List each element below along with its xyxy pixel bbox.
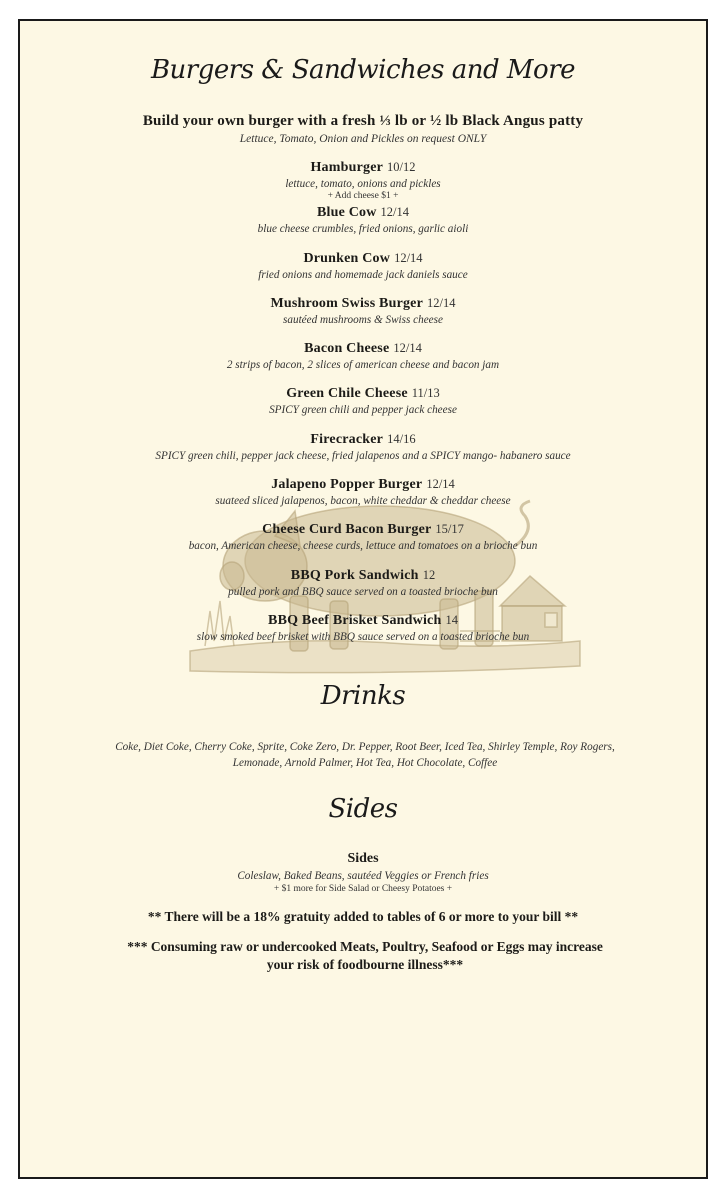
item-price: 10/12 — [387, 160, 416, 174]
menu-item-hamburger — [20, 158, 706, 203]
item-description: lettuce, tomato, onions and pickles — [285, 178, 441, 190]
menu-item-green-chile-cheese — [20, 384, 706, 429]
item-price: 12/14 — [393, 341, 422, 356]
sides-section-title: Sides — [328, 794, 398, 824]
sides-name: Sides — [347, 851, 379, 866]
item-addon: + Add cheese $1 + — [327, 191, 399, 201]
food-safety-notice: *** Consuming raw or undercooked Meats, Poultry, Seafood or Eggs may increase your risk of foodbourne illness*** — [127, 939, 603, 972]
item-description: SPICY green chili and pepper jack cheese — [269, 404, 457, 417]
burger-list — [20, 158, 706, 656]
menu-item-bbq-brisket — [20, 611, 706, 656]
menu-item-cheese-curd-bacon — [20, 520, 706, 565]
item-name: BBQ Beef Brisket Sandwich — [268, 612, 442, 628]
item-price: 12/14 — [427, 295, 456, 310]
menu-item-jalapeno-popper — [20, 475, 706, 520]
item-name: Cheese Curd Bacon Burger — [262, 522, 432, 538]
item-name: Jalapeno Popper Burger — [271, 477, 423, 493]
item-description: fried onions and homemade jack daniels sauce — [258, 268, 468, 281]
sides-addon: + $1 more for Side Salad or Cheesy Potatoes + — [273, 884, 453, 894]
item-description: sautéed mushrooms & Swiss cheese — [283, 313, 443, 326]
item-price: 15/17 — [435, 522, 464, 537]
item-description: SPICY green chili, pepper jack cheese, fried jalapenos and a SPICY mango- habanero sauce — [155, 449, 571, 462]
item-name: Hamburger — [310, 160, 384, 175]
item-description: blue cheese crumbles, fried onions, garlic aioli — [257, 223, 469, 236]
item-price: 12/14 — [380, 205, 410, 220]
item-name: BBQ Pork Sandwich — [290, 567, 419, 583]
item-price: 14/16 — [387, 431, 416, 446]
item-description: pulled pork and BBQ sauce served on a toasted brioche bun — [228, 585, 498, 598]
item-name: Mushroom Swiss Burger — [270, 295, 424, 311]
sides-item — [20, 851, 706, 894]
menu-item-bacon-cheese — [20, 339, 706, 384]
item-price: 11/13 — [411, 386, 440, 401]
menu-page — [18, 19, 708, 1179]
sides-description: Coleslaw, Baked Beans, sautéed Veggies or French fries — [237, 870, 489, 882]
drinks-section-title: Drinks — [320, 681, 406, 711]
item-name: Bacon Cheese — [304, 341, 390, 357]
item-price: 12/14 — [426, 477, 455, 492]
menu-item-bbq-pork — [20, 566, 706, 611]
item-name: Drunken Cow — [303, 250, 391, 266]
item-price: 12/14 — [394, 250, 423, 265]
item-price: 12 — [422, 567, 436, 582]
intro-subtext: Lettuce, Tomato, Onion and Pickles on request ONLY — [239, 133, 487, 145]
item-description: suateed sliced jalapenos, bacon, white cheddar & cheddar cheese — [215, 495, 511, 508]
burgers-section-title: Burgers & Sandwiches and More — [150, 55, 576, 85]
drinks-list: Coke, Diet Coke, Cherry Coke, Sprite, Coke Zero, Dr. Pepper, Root Beer, Iced Tea, Shirley Temple, Roy Rogers, Lemonade, Arnold Palmer, Hot Tea, Hot Chocolate, Coffee — [115, 741, 615, 769]
intro-heading: Build your own burger with a fresh ⅓ lb or ½ lb Black Angus patty — [142, 113, 584, 129]
item-name: Firecracker — [310, 431, 384, 447]
gratuity-notice: ** There will be a 18% gratuity added to tables of 6 or more to your bill ** — [147, 909, 579, 924]
item-name: Green Chile Cheese — [286, 386, 408, 402]
item-description: slow smoked beef brisket with BBQ sauce served on a toasted brioche bun — [196, 630, 530, 643]
menu-item-drunken-cow — [20, 249, 706, 294]
item-description: 2 strips of bacon, 2 slices of american cheese and bacon jam — [226, 359, 500, 372]
menu-item-mushroom-swiss — [20, 294, 706, 339]
menu-item-blue-cow — [20, 203, 706, 248]
build-your-own-intro — [20, 113, 706, 145]
item-name: Blue Cow — [316, 205, 377, 221]
item-price: 14 — [445, 612, 458, 627]
menu-item-firecracker — [20, 430, 706, 475]
item-description: bacon, American cheese, cheese curds, lettuce and tomatoes on a brioche bun — [188, 540, 538, 553]
